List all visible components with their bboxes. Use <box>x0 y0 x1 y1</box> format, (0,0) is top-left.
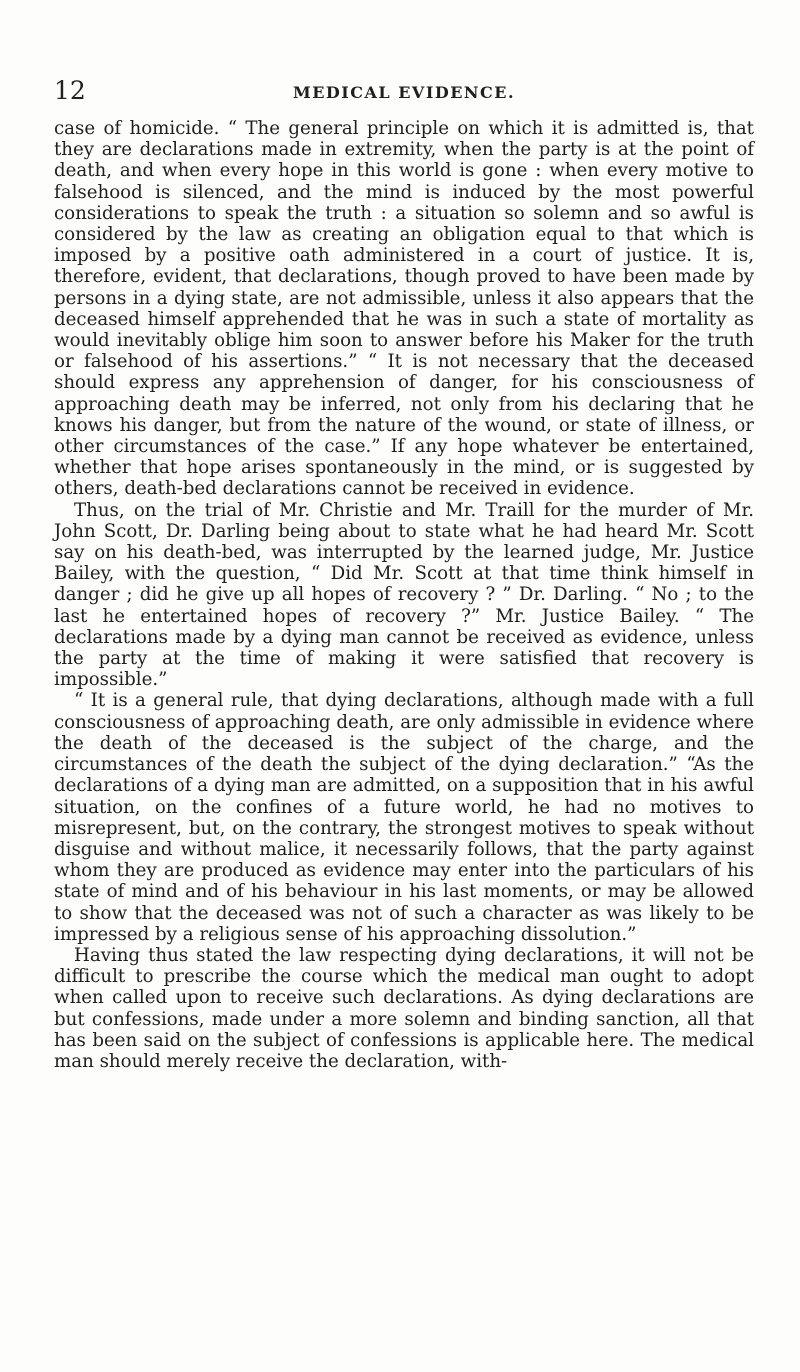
paragraph-2: Thus, on the trial of Mr. Christie and Mr. Traill for the murder of Mr. John Scott, Dr. Darling being about to state what he had heard Mr. Scott say on his death-bed, was interrupted by the learned judge, Mr. Justice Bailey, with the question, “ Did Mr. Scott at that time think himself in danger ; did he give up all hopes of recovery ? ” Dr. Darling. “ No ; to the last he entertained hopes of recovery ?” Mr. Justice Bailey. “ The declarations made by a dying man cannot be received as evidence, unless the party at the time of making it were satisfied that recovery is impossible.” <box>54 499 754 691</box>
page-number: 12 <box>54 76 86 105</box>
paragraph-4: Having thus stated the law respecting dying declarations, it will not be difficult to prescribe the course which the medical man ought to adopt when called upon to receive such declarations. As dying declarations are but confessions, made under a more solemn and binding sanction, all that has been said on the subject of confessions is applicable here. The medical man should merely receive the declaration, with- <box>54 944 754 1072</box>
paragraph-3: “ It is a general rule, that dying declarations, although made with a full consciousness of approaching death, are only admissible in evidence where the death of the deceased is the subject of the charge, and the circumstances of the death the subject of the dying declaration.” “As the declarations of a dying man are admitted, on a supposition that in his awful situation, on the confines of a future world, he had no motives to misrepresent, but, on the contrary, the strongest motives to speak without disguise and without malice, it necessarily follows, that the party against whom they are produced as evidence may enter into the particulars of his state of mind and of his behaviour in his last moments, or may be allowed to show that the deceased was not of such a character as was likely to be impressed by a religious sense of his approaching dissolution.” <box>54 690 754 945</box>
paragraph-1: case of homicide. “ The general principle on which it is admitted is, that they are declarations made in extremity, when the party is at the point of death, and when every hope in this world is gone : when every motive to falsehood is silenced, and the mind is induced by the most powerful considerations to speak the truth : a situation so solemn and so awful is considered by the law as creating an obligation equal to that which is imposed by a positive oath administered in a court of justice. It is, therefore, evident, that declarations, though proved to have been made by persons in a dying state, are not admissible, unless it also appears that the deceased himself apprehended that he was in such a state of mortality as would inevitably oblige him soon to answer before his Maker for the truth or falsehood of his assertions.” “ It is not necessary that the deceased should express any apprehension of danger, for his consciousness of approaching death may be inferred, not only from his declaring that he knows his danger, but from the nature of the wound, or state of illness, or other circumstances of the case.” If any hope whatever be entertained, whether that hope arises spontaneously in the mind, or is suggested by others, death-bed declarations cannot be received in evidence. <box>54 118 754 500</box>
body-text <box>54 118 754 1072</box>
page-header <box>54 76 754 106</box>
running-head: MEDICAL EVIDENCE. <box>292 83 516 102</box>
